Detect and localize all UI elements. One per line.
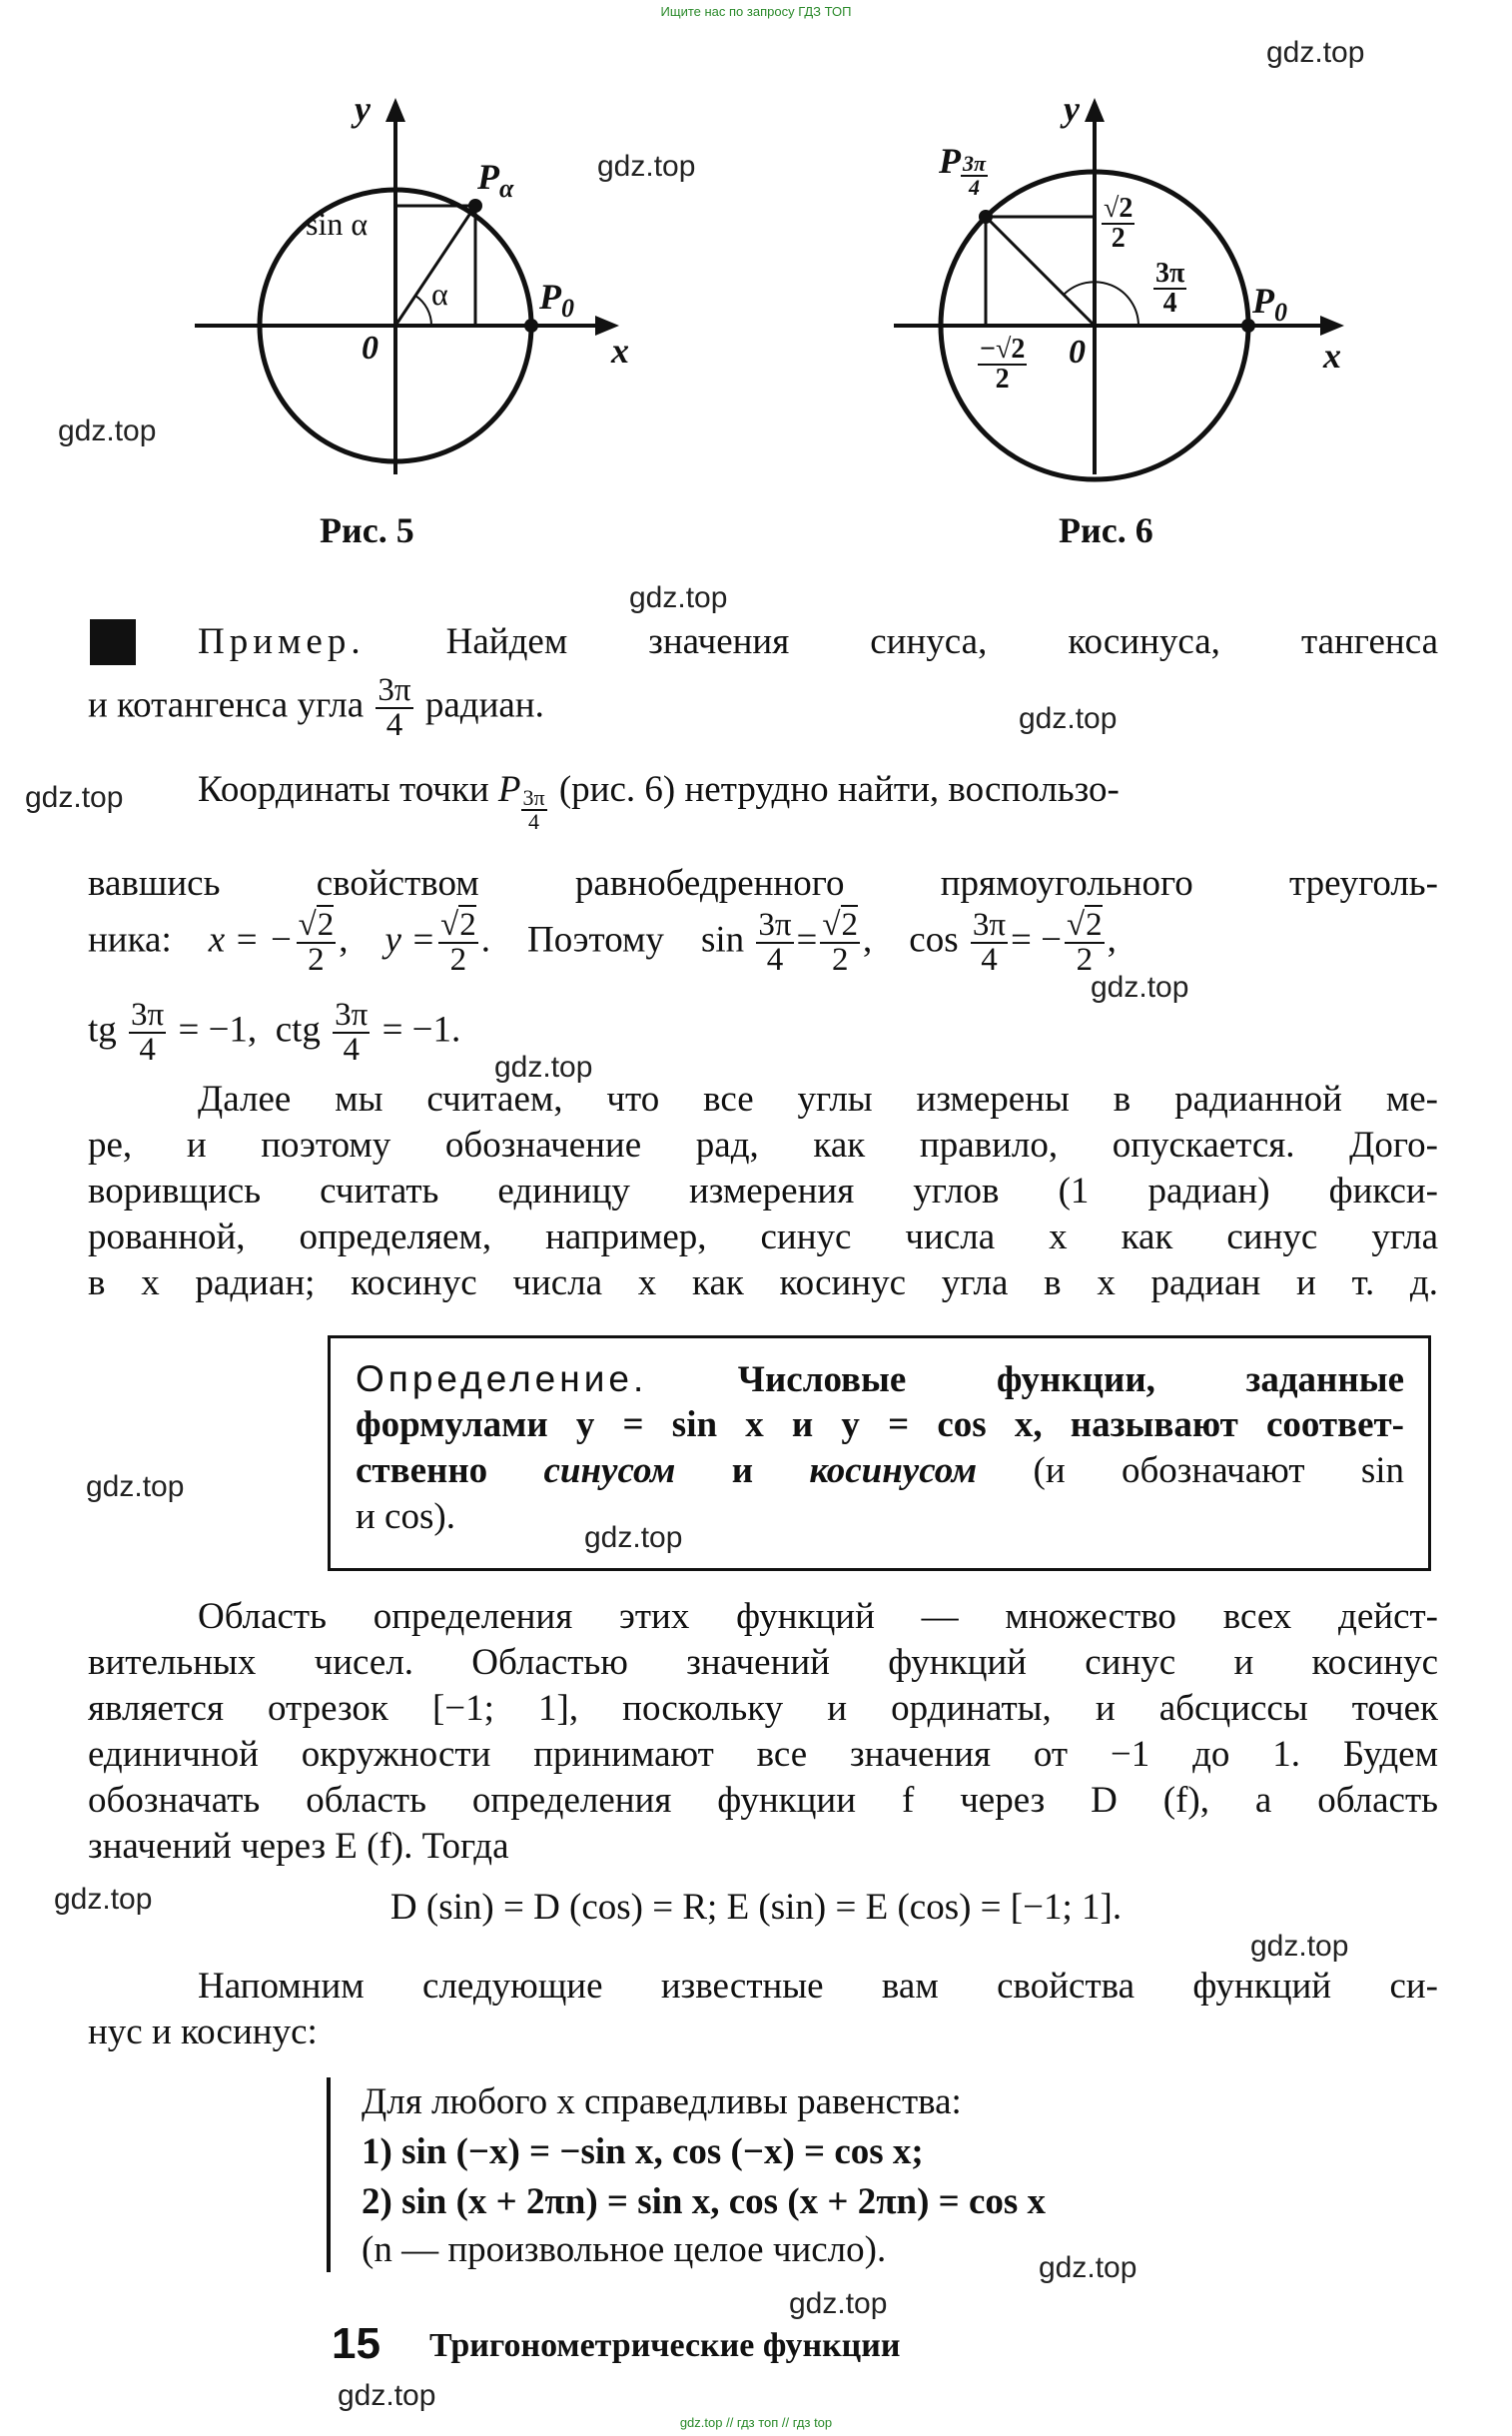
fig5-axis-x-label: x [611,331,629,371]
y-axis-arrow [385,98,405,122]
example-frac-num: 3π [378,672,411,708]
x-axis-arrow [1320,316,1344,336]
watermark: gdz.top [597,150,696,183]
figure-5-caption: Рис. 5 [320,510,414,550]
fig6-point-zero-sub: 0 [1274,298,1287,328]
fig5-origin-label: 0 [362,330,378,367]
fig6-point-label [939,140,991,199]
fig6-point-letter: P [939,141,961,181]
fig5-point-alpha-label [477,156,513,204]
property-note: (n — произвольное целое число). [362,2229,887,2270]
solution-point: P [497,769,521,810]
solution-ctg-val: = −1. [381,1009,461,1051]
definition-line-2: формулами y = sin x и y = cos x, называют соответ- [356,1404,1404,1445]
fig6-x-value [975,336,1030,394]
definition-l3-e: (и обозначают sin [1033,1450,1405,1491]
fig6-point-sub-num: 3π [963,151,987,176]
solution-l3-a: ника: [88,919,172,961]
solution-point-sub-den: 4 [528,809,540,834]
solution-l3-b: Поэтому [526,919,664,961]
solution-x-eq: x = − [208,919,294,961]
solution-l1-b: (рис. 6) нетрудно найти, воспользо- [558,769,1120,810]
watermark: gdz.top [1266,36,1365,69]
fig6-angle-value [1150,260,1189,318]
example-line-1-text: Найдем значения синуса, косинуса, тангенса [445,621,1438,662]
para1-line-2: ре, и поэтому обозначение рад, как правило, опускается. Дого- [88,1125,1438,1166]
properties-intro: Для любого x справедливы равенства: [362,2081,962,2122]
point-zero [524,319,538,333]
para3-line-2: нус и косинус: [88,2012,318,2052]
solution-l1-a: Координаты точки [198,769,489,810]
radius-line [986,217,1095,326]
definition-box [328,1335,1431,1571]
definition-l3-c: и [731,1450,754,1491]
example-frac-den: 4 [385,707,403,743]
solution-sin-den: 4 [766,942,784,978]
example-line-1 [198,619,1438,665]
watermark: gdz.top [789,2287,888,2320]
fig6-x-num: −√2 [980,334,1026,365]
fig5-angle-label: α [431,276,448,312]
watermark: gdz.top [1019,702,1118,735]
para1-line-4: рованной, определяем, например, синус числа x как синус угла [88,1217,1438,1257]
fig6-y-num: √2 [1104,193,1134,224]
solution-cos-num: 3π [972,907,1007,943]
solution-tg: tg [88,1009,117,1051]
definition-cosine-term: косинусом [809,1450,978,1491]
watermark: gdz.top [25,781,124,814]
point-3pi-4 [979,210,993,224]
fig6-y-value [1099,195,1137,253]
domain-formula: D (sin) = D (cos) = R; E (sin) = E (cos) = [−1; 1]. [389,1887,1123,1928]
definition-l3-a: ственно [356,1450,488,1491]
watermark: gdz.top [338,2379,436,2412]
para2-line-3: является отрезок [−1; 1], поскольку и ординаты, и абсциссы точек [88,1688,1438,1729]
watermark: gdz.top [54,1883,153,1916]
para2-line-4: единичной окружности принимают все значения от −1 до 1. Будем [88,1734,1438,1775]
solution-x-den: 2 [308,942,325,978]
solution-cos: cos [909,919,959,961]
solution-sin-val-den: 2 [831,942,849,978]
watermark: gdz.top [1250,1930,1349,1963]
solution-ctg-den: 4 [343,1032,360,1068]
fig6-point-zero-letter: P [1252,281,1274,321]
solution-tg-den: 4 [139,1032,156,1068]
fig5-sin-label: sin α [306,206,369,242]
watermark: gdz.top [86,1470,185,1503]
fig6-point-sub-den: 4 [969,175,980,200]
solution-cos-val-den: 2 [1076,942,1094,978]
property-1: 1) sin (−x) = −sin x, cos (−x) = cos x; [362,2131,924,2172]
solution-line-4 [88,999,1438,1067]
footer-note: gdz.top // гдз топ // гдз top [679,2415,833,2430]
para2-line-2: вительных чисел. Областью значений функций синус и косинус [88,1642,1438,1683]
solution-sin: sin [700,919,745,961]
page-number: 15 [332,2319,380,2368]
definition-line-3 [356,1448,1404,1494]
definition-line-1 [356,1356,1404,1403]
fig6-angle-den: 4 [1162,288,1177,319]
watermark: gdz.top [494,1051,593,1084]
solution-y-sqrt: 2 [459,907,476,943]
solution-line-3: ника: x = − $\frac{√2}{2}$ , y = $\frac{√2}{2}$ . Поэтому sin $\frac{3\pi}{4}$ = $\frac{√2}{2}$ , cos $\frac{3\pi}{4}$ = − $\frac{√2}{2}$ , [88,907,1117,978]
example-line-2-end: радиан. [424,684,544,726]
fig5-point-alpha-sub: α [499,174,514,204]
watermark: gdz.top [58,414,157,447]
fig5-point-zero-sub: 0 [561,294,574,324]
solution-y-den: 2 [449,942,467,978]
fig5-point-zero-label [539,276,574,324]
solution-sin-num: 3π [758,907,792,943]
definition-line-1-text: Числовые функции, заданные [737,1359,1404,1400]
fig6-angle-num: 3π [1155,258,1185,289]
angle-arc [415,296,431,326]
solution-x-sqrt: 2 [317,907,335,943]
para2-line-5: обозначать область определения функции f через D (f), а область [88,1780,1438,1821]
example-line-2-text: и котангенса угла [88,684,365,726]
watermark: gdz.top [1091,971,1189,1004]
definition-line-4: и cos). [356,1496,455,1537]
fig6-origin-label: 0 [1069,334,1086,371]
property-2: 2) sin (x + 2πn) = sin x, cos (x + 2πn) = cos x [362,2181,1047,2222]
fig6-y-den: 2 [1111,223,1126,254]
solution-cos-den: 4 [981,942,998,978]
fig5-axis-y-label: y [355,89,371,129]
solution-cos-sqrt: 2 [1086,907,1103,943]
para1-line-1: Далее мы считаем, что все углы измерены в радианной ме- [198,1079,1438,1120]
fig6-point-zero-label [1252,280,1287,328]
properties-bar [327,2077,331,2272]
solution-line-2: вавшись свойством равнобедренного прямоугольного треуголь- [88,863,1438,904]
fig5-point-zero-letter: P [539,277,561,317]
watermark: gdz.top [1039,2251,1137,2284]
example-word: Пример. [198,621,366,662]
figure-6-caption: Рис. 6 [1059,510,1153,550]
solution-sin-sqrt: 2 [841,907,859,943]
para2-line-1: Область определения этих функций — множество всех дейст- [198,1596,1438,1637]
solution-ctg-num: 3π [335,997,369,1033]
solution-tg-num: 3π [131,997,165,1033]
running-title: Тригонометрические функции [429,2327,901,2364]
para2-line-6: значений через E (f). Тогда [88,1826,509,1867]
solution-line-1 [198,767,1438,833]
para3-line-1: Напомним следующие известные вам свойства функций си- [198,1966,1438,2007]
fig5-point-alpha-letter: P [477,157,499,197]
y-axis-arrow [1085,98,1105,122]
example-line-2 [88,674,1438,742]
watermark: gdz.top [629,581,728,614]
para1-line-3: воривщись считать единицу измерения углов (1 радиан) фикси- [88,1171,1438,1212]
example-marker [90,619,136,665]
fig6-axis-x-label: x [1323,336,1341,376]
watermark: gdz.top [584,1521,683,1554]
solution-point-sub-num: 3π [522,785,545,810]
definition-word: Определение. [356,1358,648,1399]
fig6-x-den: 2 [995,364,1010,395]
solution-y-eq: y = [384,919,436,961]
fig6-axis-y-label: y [1064,89,1080,129]
header-note: Ищите нас по запросу ГДЗ ТОП [660,4,852,19]
solution-ctg: ctg [275,1009,321,1051]
angle-arc [1064,282,1138,326]
solution-tg-val: = −1, [178,1009,258,1051]
para1-line-5: в x радиан; косинус числа x как косинус угла в x радиан и т. д. [88,1262,1438,1303]
definition-sine-term: синусом [543,1450,676,1491]
